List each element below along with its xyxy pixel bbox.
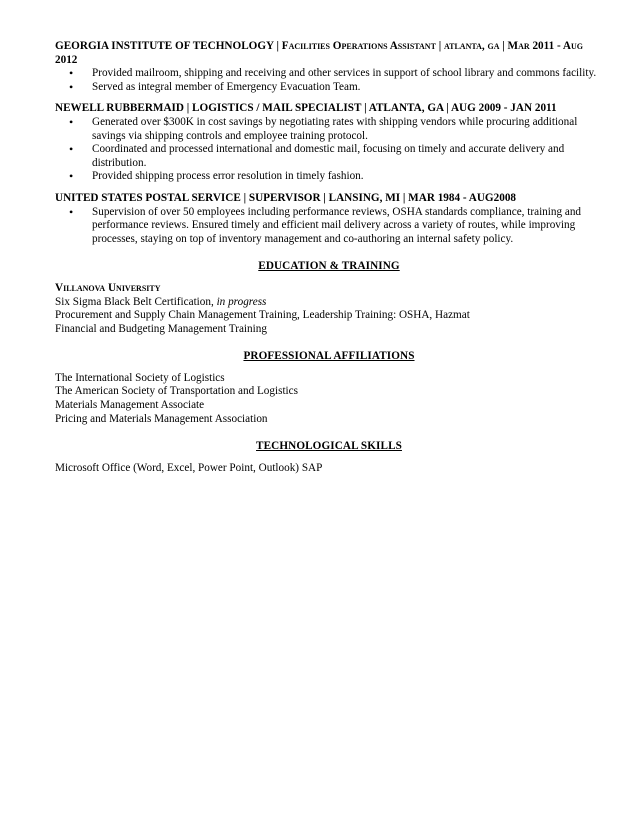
job-georgia-tech bbox=[55, 40, 603, 94]
job-bullets bbox=[55, 116, 603, 184]
education-cert: Six Sigma Black Belt Certification, bbox=[55, 295, 214, 308]
job-employer: GEORGIA INSTITUTE OF TECHNOLOGY | bbox=[55, 40, 282, 52]
education-cert-status: in progress bbox=[216, 295, 267, 308]
job-heading: NEWELL RUBBERMAID | LOGISTICS / MAIL SPECIALIST | ATLANTA, GA | AUG 2009 - JAN 2011 bbox=[55, 102, 557, 115]
skills-section-title: TECHNOLOGICAL SKILLS bbox=[256, 440, 402, 453]
affiliations-section-title: PROFESSIONAL AFFILIATIONS bbox=[243, 350, 415, 363]
bullet-item: • Generated over $300K in cost savings by negotiating rates with shipping vendors while procuring additional savings via shipping controls and employee training protocol. bbox=[55, 116, 603, 143]
affiliation-item: The International Society of Logistics bbox=[55, 371, 225, 384]
job-newell-rubbermaid bbox=[55, 102, 603, 184]
bullet-item: • Served as integral member of Emergency Evacuation Team. bbox=[55, 81, 603, 95]
job-bullets bbox=[55, 206, 603, 247]
bullet-item: • Supervision of over 50 employees including performance reviews, OSHA standards compliance, training and performance reviews. Ensured timely and efficient mail delivery across a variety of routes, while improving processes, staying on top of inventory management and co-authoring an internal safety policy. bbox=[55, 206, 603, 247]
bullet-item: • Provided mailroom, shipping and receiving and other services in support of school library and commons facility. bbox=[55, 67, 603, 81]
skills-text: Microsoft Office (Word, Excel, Power Point, Outlook) SAP bbox=[55, 461, 323, 474]
resume-page bbox=[55, 40, 603, 475]
affiliation-item: Materials Management Associate bbox=[55, 399, 205, 412]
job-heading: UNITED STATES POSTAL SERVICE | SUPERVISOR | LANSING, MI | MAR 1984 - AUG2008 bbox=[55, 191, 517, 204]
job-bullets bbox=[55, 67, 603, 94]
education-cert-line bbox=[55, 296, 603, 310]
affiliation-item: The American Society of Transportation and Logistics bbox=[55, 385, 298, 398]
job-title-location-dates: Facilities Operations Assistant | atlanta, ga | Mar 2011 - Aug 2012 bbox=[55, 40, 583, 66]
affiliation-item: Pricing and Materials Management Association bbox=[55, 412, 268, 425]
job-heading bbox=[55, 40, 603, 67]
education-school: Villanova University bbox=[55, 281, 161, 294]
job-usps bbox=[55, 192, 603, 246]
education-line-3: Financial and Budgeting Management Training bbox=[55, 322, 267, 335]
bullet-item: • Provided shipping process error resolution in timely fashion. bbox=[55, 170, 603, 184]
education-section-title: EDUCATION & TRAINING bbox=[258, 260, 400, 273]
education-line-2: Procurement and Supply Chain Management Training, Leadership Training: OSHA, Hazmat bbox=[55, 309, 470, 322]
bullet-item: • Coordinated and processed international and domestic mail, focusing on timely and accurate delivery and distribution. bbox=[55, 143, 603, 170]
